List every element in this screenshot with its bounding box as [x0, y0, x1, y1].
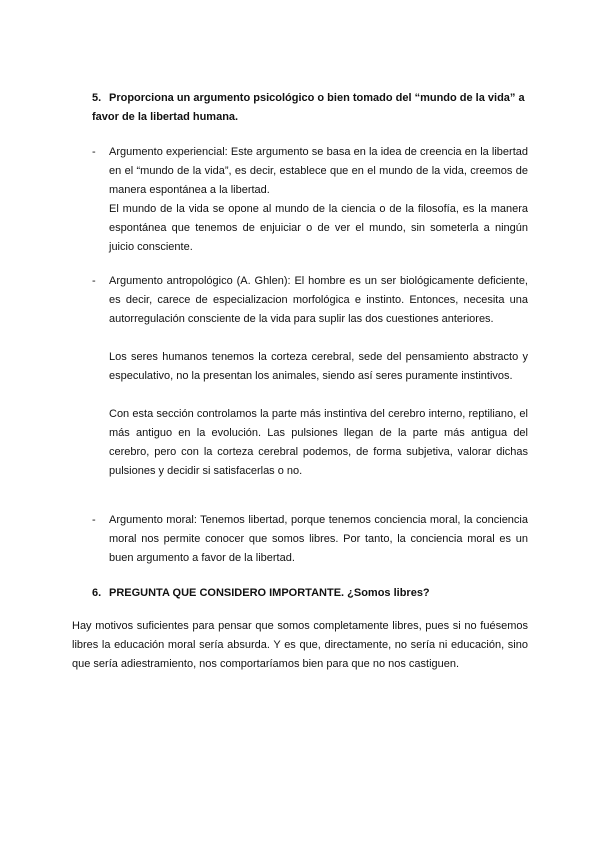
bullet-dash: -	[92, 146, 96, 158]
argument-experiential	[92, 143, 528, 257]
argument-anthropological-paragraph-2: Los seres humanos tenemos la corteza cerebral, sede del pensamiento abstracto y especulativo, no la presentan los animales, siendo así seres puramente instintivos.	[109, 351, 528, 382]
argument-experiential-paragraph-2: El mundo de la vida se opone al mundo de la ciencia o de la filosofía, es la manera espontánea que tenemos de enjuiciar o de ver el mundo, sin someterla a ningún juicio consciente.	[109, 203, 528, 253]
argument-anthropological-paragraph-1: Argumento antropológico (A. Ghlen): El hombre es un ser biológicamente deficiente, es decir, carece de especializacion morfológica e instinto. Entonces, necesita una autorregulación consciente de la vida para suplir las dos cuestiones anteriores.	[109, 275, 528, 325]
question-6-heading	[92, 584, 532, 603]
bullet-dash: -	[92, 514, 96, 526]
bullet-dash: -	[92, 275, 96, 287]
question-5-title: Proporciona un argumento psicológico o bien tomado del “mundo de la vida” a favor de la libertad humana.	[92, 92, 525, 123]
question-5-number: 5.	[92, 92, 102, 104]
question-6-number: 6.	[92, 587, 102, 599]
closing-paragraph: Hay motivos suficientes para pensar que somos completamente libres, pues si no fuésemos libres la educación moral sería absurda. Y es que, directamente, no sería ni educación, sino que sería adiestramiento, nos comportaríamos bien para que no nos castiguen.	[72, 620, 528, 670]
question-5-heading	[92, 89, 532, 127]
question-6-title: PREGUNTA QUE CONSIDERO IMPORTANTE. ¿Somos libres?	[109, 587, 430, 599]
argument-experiential-paragraph-1: Argumento experiencial: Este argumento se basa en la idea de creencia en la libertad en el “mundo de la vida”, es decir, establece que en el mundo de la vida, creemos de manera espontánea a la libertad.	[109, 146, 528, 196]
argument-moral	[92, 511, 528, 568]
argument-anthropological-paragraph-3: Con esta sección controlamos la parte más instintiva del cerebro interno, reptiliano, el más antiguo en la evolución. Las pulsiones llegan de la parte más antigua del cerebro, pero con la corteza cerebral podemos, de forma subjetiva, valorar dichas pulsiones y decidir si satisfacerlas o no.	[109, 408, 528, 477]
argument-moral-paragraph-1: Argumento moral: Tenemos libertad, porque tenemos conciencia moral, la conciencia moral nos permite conocer que somos libres. Por tanto, la conciencia moral es un buen argumento a favor de la libertad.	[109, 514, 528, 564]
argument-anthropological	[92, 272, 528, 481]
